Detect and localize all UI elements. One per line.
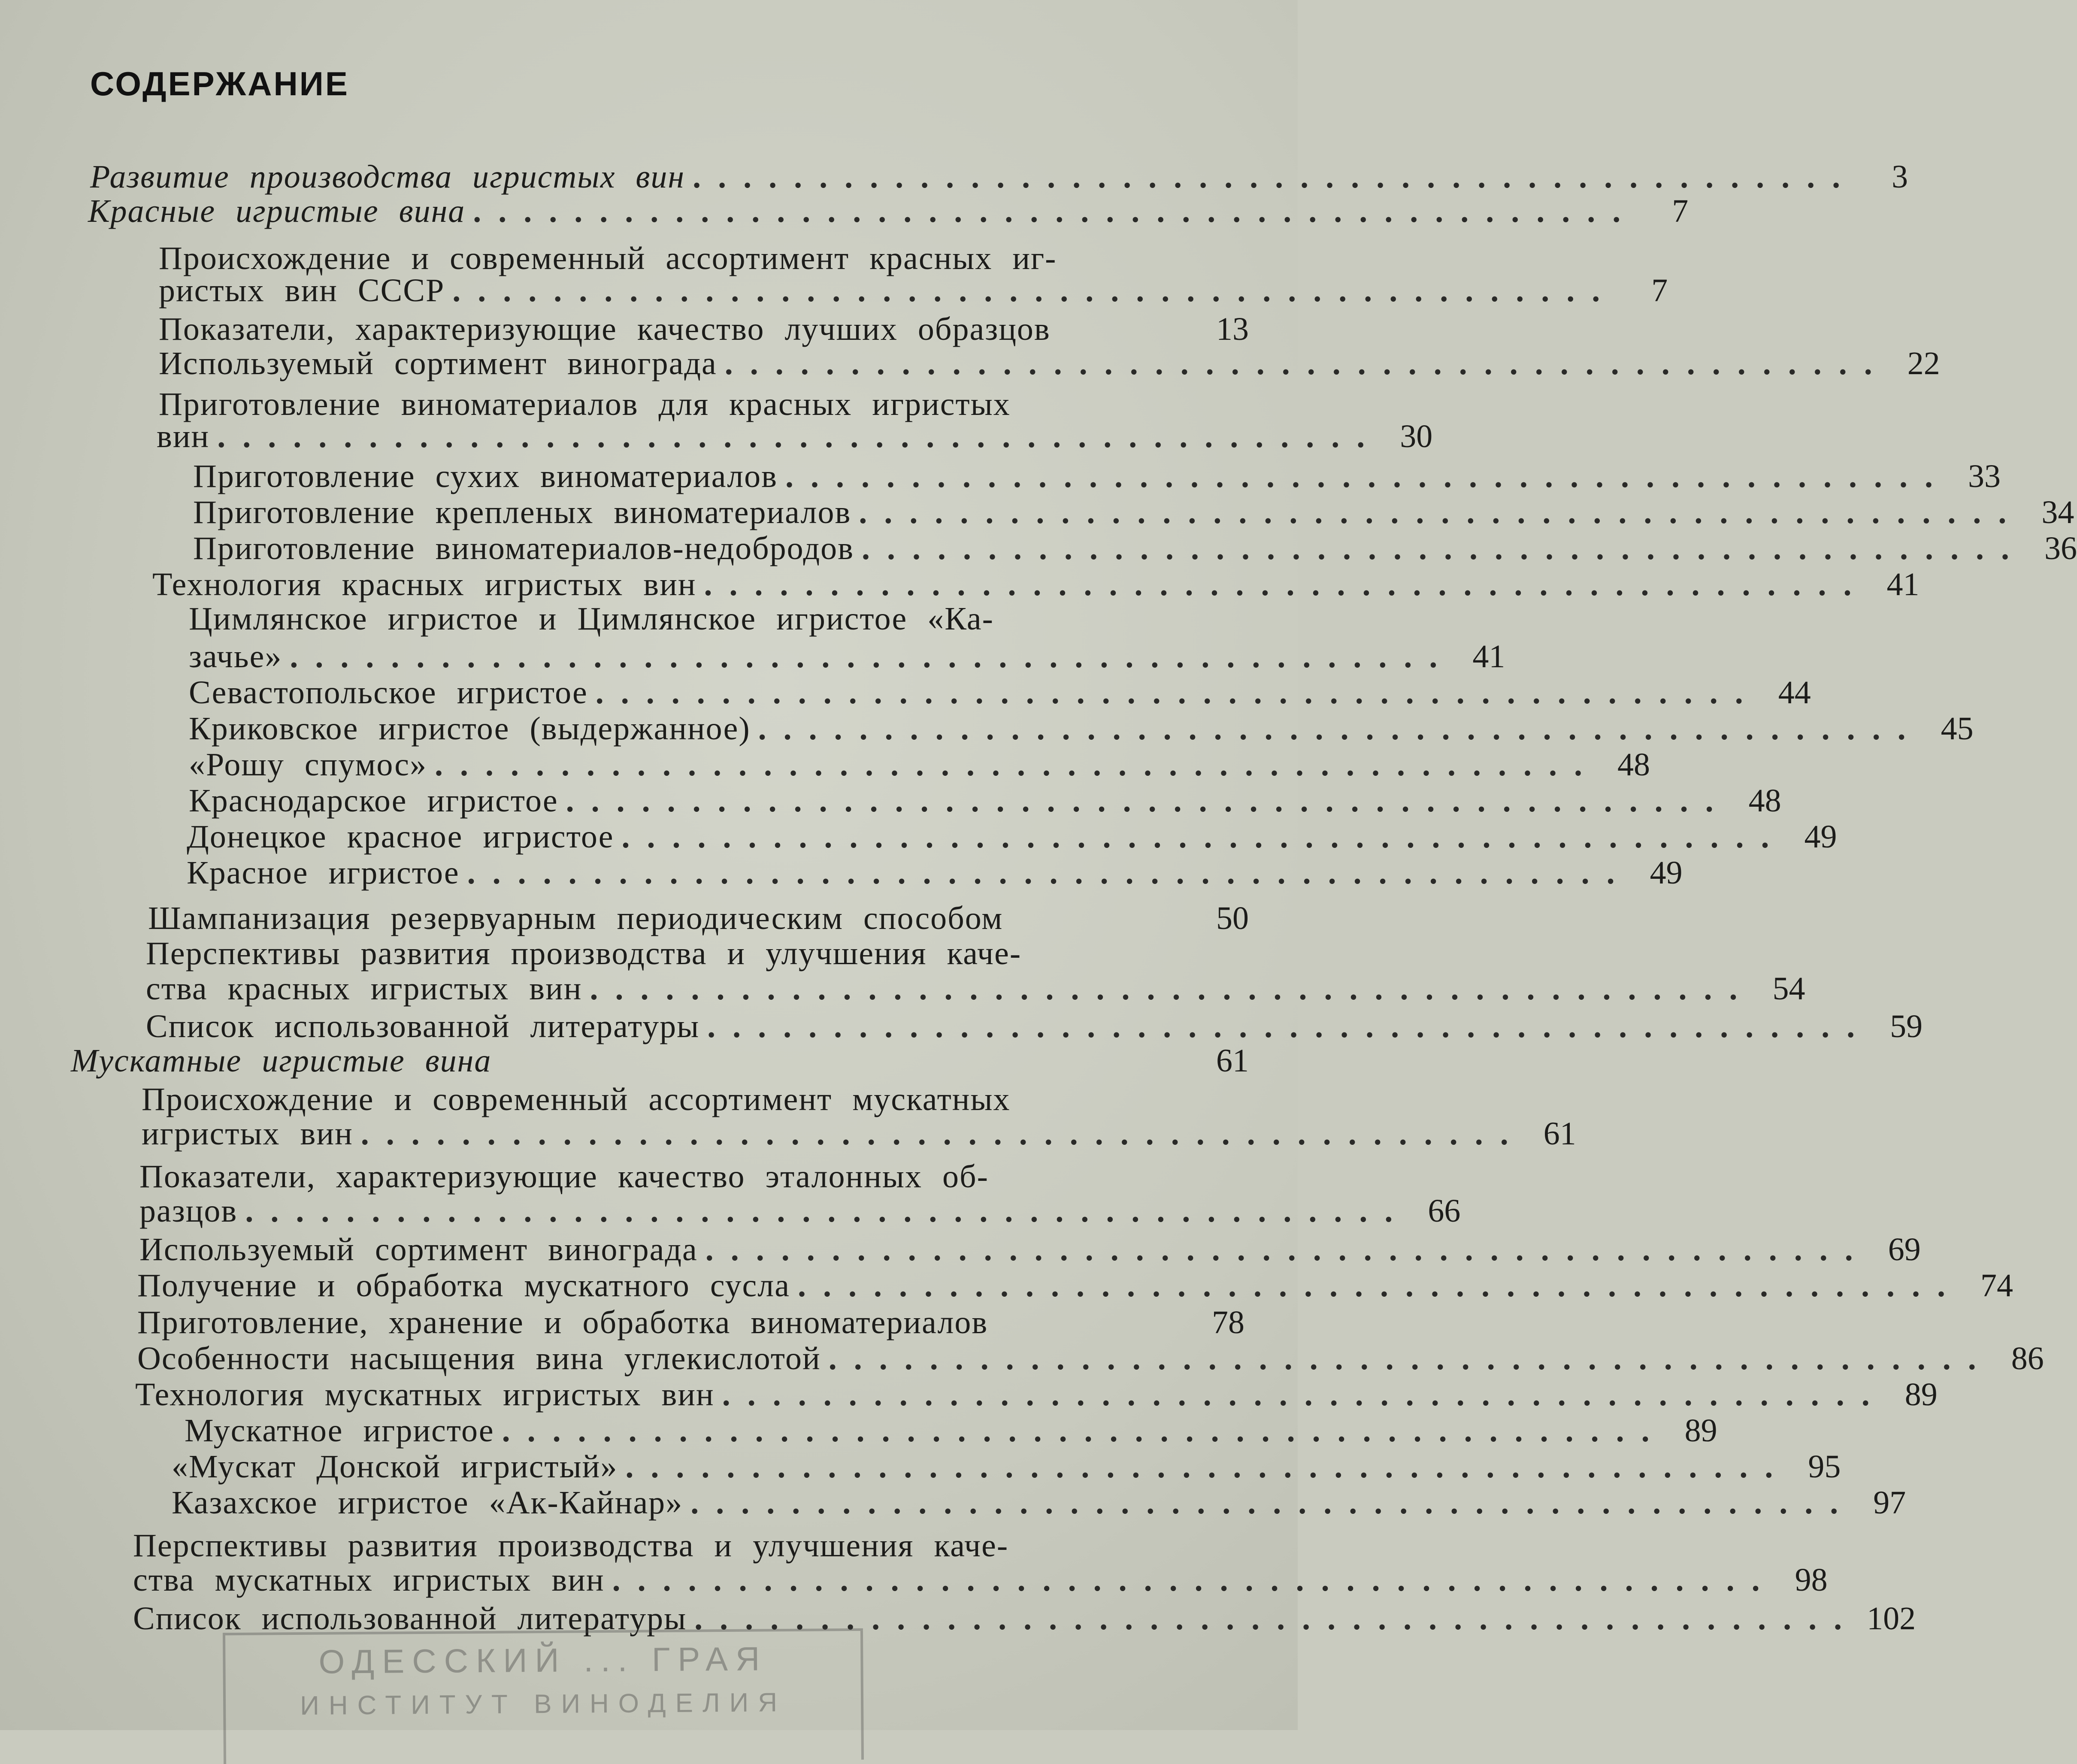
toc-entry-text: Список использованной литературы [146,1008,700,1044]
toc-entry [157,418,1433,454]
toc-entry-text: Используемый сортимент винограда [159,345,717,381]
toc-page-number: 69 [1888,1231,1921,1268]
stamp-line-1: ОДЕССКИЙ ... ГРАЯ [318,1640,768,1681]
toc-entry-text: Краснодарское игристое [189,783,558,819]
toc-page-number: 48 [1748,783,1781,819]
toc-entry [148,900,1249,936]
leader-dots: .............................................. [217,418,1382,454]
toc-entry [146,1008,1923,1044]
toc-entry-text: Приготовление сухих виноматериалов [193,458,778,494]
library-stamp [223,1628,864,1764]
toc-entry-section [90,159,1908,195]
toc-entry-text: Развитие производства игристых вин [90,159,685,195]
toc-entry-text: Технология красных игристых вин [152,566,696,602]
toc-page-number: 54 [1772,971,1805,1007]
toc-page-number: 49 [1804,819,1837,855]
toc-entry-text: Мускатные игристые вина [71,1043,492,1079]
toc-page-number: 49 [1650,855,1683,891]
leader-dots: .............................................. [694,1601,1859,1637]
toc-entry [193,458,2001,494]
toc-entry-continuation: вин [157,418,210,454]
toc-entry [137,1304,1244,1340]
leader-dots: .............................................. [705,1231,1870,1268]
toc-entry-text: Мускатное игристое [185,1413,494,1449]
toc-entry [133,1562,1828,1598]
leader-dots: .............................................. [435,747,1600,783]
toc-entry-text: Показатели, характеризующие качество лучших образцов [159,311,1051,347]
toc-page-number: 41 [1886,566,1920,602]
toc-entry [139,1193,1461,1229]
toc-entry-text: Происхождение и современный ассортимент мускатных [142,1081,1011,1117]
leader-dots: .............................................. [290,638,1455,675]
toc-page-number: 7 [1672,193,1689,229]
toc-entry [193,494,2074,530]
leader-dots: .............................................. [690,1485,1856,1521]
toc-page-number: 66 [1428,1193,1461,1229]
leader-dots: .............................................. [707,1008,1872,1044]
leader-dots: .............................................. [502,1413,1667,1449]
toc-entry [189,711,1974,747]
leader-dots: .............................................. [828,1340,1993,1377]
toc-entry [142,1116,1576,1152]
toc-page-number: 3 [1892,159,1908,195]
toc-entry [146,971,1805,1007]
toc-page-number: 97 [1873,1485,1906,1521]
toc-entry-section [71,1043,1249,1079]
leader-dots: .............................................. [704,566,1869,602]
toc-entry-text: Особенности насыщения вина углекислотой [137,1340,821,1377]
toc-entry [159,345,1940,381]
toc-entry [137,1340,2044,1377]
toc-page-number: 33 [1968,458,2001,494]
toc-page-number: 7 [1651,272,1668,309]
toc-page-number: 74 [1980,1268,2013,1304]
toc-page-number: 59 [1890,1008,1923,1044]
toc-entry [172,1485,1906,1521]
toc-page-number: 41 [1472,638,1505,675]
toc-entry-continuation: ства красных игристых вин [146,971,582,1007]
toc-entry [189,638,1505,675]
toc-entry [187,819,1837,855]
toc-entry [189,675,1811,711]
toc-page-number: 86 [2011,1340,2044,1377]
leader-dots: .............................................. [467,855,1632,891]
leader-dots: .............................................. [859,494,2024,530]
leader-dots: .............................................. [758,711,1923,747]
toc-entry-continuation: игристых вин [142,1116,353,1152]
leader-dots: .............................................. [245,1193,1410,1229]
toc-page-number: 50 [1216,900,1249,936]
toc-entry-text: Цимлянское игристое и Цимлянское игристое «Ка- [189,601,994,637]
toc-entry-text: Донецкое красное игристое [187,819,614,855]
leader-dots: .............................................. [590,971,1755,1007]
toc-entry-text: Список использованной литературы [133,1601,687,1637]
leader-dots: .............................................. [612,1562,1777,1598]
toc-entry [137,1268,2013,1304]
toc-entry [135,1377,1938,1413]
leader-dots: .............................................. [452,272,1617,309]
toc-page-number: 102 [1867,1601,1916,1637]
leader-dots: .............................................. [785,458,1950,494]
leader-dots: .............................................. [625,1449,1790,1485]
toc-entry-text: Показатели, характеризующие качество эталонных об- [139,1159,989,1195]
leader-dots: .............................................. [862,530,2027,566]
toc-entry [159,311,1249,347]
toc-entry-text: Приготовление виноматериалов для красных игристых [159,386,1011,422]
page-title: СОДЕРЖАНИЕ [90,65,349,103]
toc-entry [187,855,1683,891]
toc-entry-text: Шампанизация резервуарным периодическим способом [148,900,1003,936]
toc-entry-text: Приготовление крепленых виноматериалов [193,494,851,530]
toc-page-number: 48 [1617,747,1650,783]
toc-entry-continuation: разцов [139,1193,238,1229]
toc-entry-text: Красное игристое [187,855,460,891]
toc-entry-text: «Мускат Донской игристый» [172,1449,618,1485]
toc-entry-text: «Рошу спумос» [189,747,427,783]
toc-page-number: 98 [1795,1562,1828,1598]
toc-entry [193,530,2077,566]
toc-entry-text: Получение и обработка мускатного сусла [137,1268,790,1304]
leader-dots: .............................................. [797,1268,1962,1304]
toc-entry [189,747,1650,783]
toc-entry-text: Приготовление, хранение и обработка виноматериалов [137,1304,988,1340]
toc-entry-continuation: ристых вин СССР [159,272,445,309]
toc-page-number: 61 [1543,1116,1576,1152]
toc-entry-text: Севастопольское игристое [189,675,588,711]
toc-page-number: 89 [1684,1413,1717,1449]
toc-page-number: 89 [1904,1377,1938,1413]
toc-page-number: 13 [1216,311,1249,347]
leader-dots: .............................................. [724,345,1889,381]
toc-entry-text: Технология мускатных игристых вин [135,1377,715,1413]
toc-entry [139,1231,1921,1268]
toc-page-number: 78 [1212,1304,1244,1340]
toc-entry-text: Используемый сортимент винограда [139,1231,698,1268]
leader-dots: .............................................. [360,1116,1526,1152]
toc-entry-text: Казахское игристое «Ак-Кайнар» [172,1485,683,1521]
toc-page-number: 36 [2044,530,2077,566]
toc-entry-text: Перспективы развития производства и улучшения каче- [133,1528,1009,1564]
leader-dots: .............................................. [473,193,1638,229]
toc-entry-text: Приготовление виноматериалов-недобродов [193,530,854,566]
toc-page-number: 45 [1941,711,1974,747]
toc-entry-text: Криковское игристое (выдержанное) [189,711,751,747]
toc-entry [172,1449,1841,1485]
toc-entry-section [88,193,1689,229]
leader-dots: .............................................. [595,675,1760,711]
toc-entry-continuation: зачье» [189,638,282,675]
toc-entry-text: Происхождение и современный ассортимент красных иг- [159,240,1057,276]
toc-entry-text: Красные игристые вина [88,193,466,229]
toc-page-number: 95 [1808,1449,1841,1485]
stamp-line-2: ИНСТИТУТ ВИНОДЕЛИЯ [300,1688,787,1721]
toc-page-number: 22 [1907,345,1940,381]
toc-entry [185,1413,1717,1449]
toc-entry [159,272,1668,309]
toc-entry [152,566,1920,602]
leader-dots: .............................................. [566,783,1731,819]
leader-dots: .............................................. [621,819,1786,855]
toc-page-number: 30 [1400,418,1433,454]
leader-dots: .............................................. [693,159,1858,195]
toc-page-number: 44 [1778,675,1811,711]
toc-page-number: 34 [2041,494,2074,530]
toc-page-number: 61 [1216,1043,1249,1079]
toc-entry [189,783,1781,819]
leader-dots: .............................................. [722,1377,1887,1413]
toc-entry-text: Перспективы развития производства и улучшения каче- [146,935,1022,971]
toc-entry-continuation: ства мускатных игристых вин [133,1562,605,1598]
